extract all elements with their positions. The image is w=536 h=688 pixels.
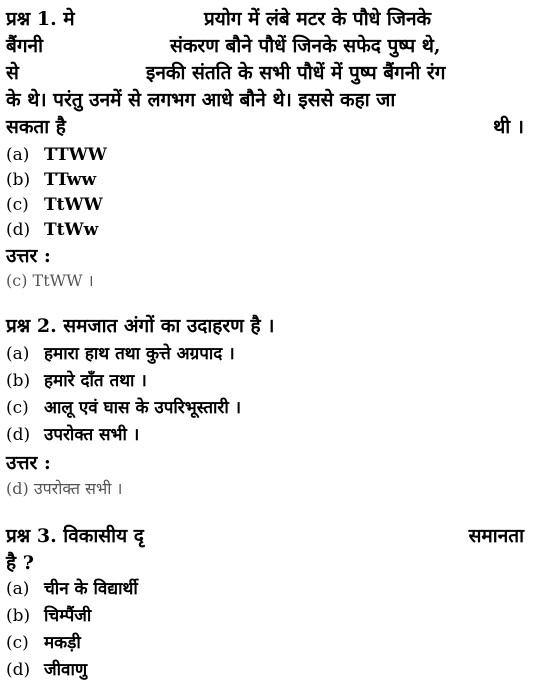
q1-line-2-start: बैंगनी [6, 35, 44, 57]
q1-line-1-start: प्रश्न 1. मे [6, 8, 75, 30]
option-label: (c) [6, 195, 29, 215]
q1-line-1-end: प्रयोग में लंबे मटर के पौधे जिनके [204, 8, 432, 30]
q1-line-5 [6, 114, 528, 140]
option-label: (c) [6, 633, 29, 653]
q3-line-1 [6, 523, 528, 549]
option-text: TTWW [44, 145, 107, 165]
q3-option-d [6, 657, 528, 683]
option-label: (b) [6, 170, 31, 190]
option-text: उपरोक्त सभी । [44, 425, 140, 445]
option-text: जीवाणु [44, 660, 88, 680]
q3-option-b [6, 603, 528, 629]
q1-line-4: के थे। परंतु उनमें से लगभग आधे बौने थे। इससे कहा जा [6, 89, 396, 111]
q1-line-2 [6, 33, 528, 59]
q1-line-5-end: थी । [493, 116, 524, 138]
q1-answer-label: उत्तर : [6, 245, 51, 267]
q3-line-1-start: प्रश्न 3. विकासीय दृ [6, 525, 144, 547]
option-text: चीन के विद्यार्थी [44, 579, 138, 599]
option-text: TtWw [44, 220, 99, 240]
option-text: हमारा हाथ तथा कुत्ते अग्रपाद । [44, 344, 235, 364]
option-text: TTww [44, 170, 97, 190]
q2-option-b [6, 368, 528, 394]
q1-line-5-start: सकता है [6, 116, 66, 138]
q3-option-a [6, 576, 528, 602]
option-label: (a) [6, 579, 30, 599]
q2-option-d [6, 422, 528, 448]
q1-answer: (c) TtWW । [6, 271, 94, 290]
q2-option-c [6, 395, 528, 421]
option-label: (c) [6, 398, 29, 418]
option-label: (a) [6, 145, 30, 165]
q2-answer-label: उत्तर : [6, 452, 51, 474]
option-text: हमारे दाँत तथा । [44, 371, 147, 391]
option-label: (d) [6, 660, 31, 680]
q3-option-c [6, 630, 528, 656]
q1-option-a [6, 142, 528, 168]
option-label: (b) [6, 606, 31, 626]
option-text: चिम्पैंजी [44, 606, 92, 626]
q1-option-b [6, 167, 528, 193]
q2-option-a [6, 341, 528, 367]
option-label: (b) [6, 371, 31, 391]
option-label: (a) [6, 344, 30, 364]
q3-line-1-end: समानता [468, 525, 524, 547]
q1-line-3 [6, 60, 528, 86]
q1-option-c [6, 192, 528, 218]
option-text: मकड़ी [44, 633, 81, 653]
q2-answer: (d) उपरोक्त सभी । [6, 479, 123, 498]
q1-line-1 [6, 6, 528, 32]
q1-option-d [6, 217, 528, 243]
option-text: आलू एवं घास के उपरिभूस्तारी । [44, 398, 242, 418]
option-text: TtWW [44, 195, 103, 215]
q1-line-3-end: इनकी संतति के सभी पौधें में पुष्प बैंगनी रंग [146, 62, 446, 84]
option-label: (d) [6, 220, 31, 240]
q2-line-1: प्रश्न 2. समजात अंगों का उदाहरण है । [6, 315, 275, 337]
q3-line-2: है ? [6, 552, 34, 574]
option-label: (d) [6, 425, 31, 445]
q1-line-3-start: से [6, 62, 19, 84]
q1-line-2-end: संकरण बौने पौधें जिनके सफेद पुष्प थे, [170, 35, 441, 57]
